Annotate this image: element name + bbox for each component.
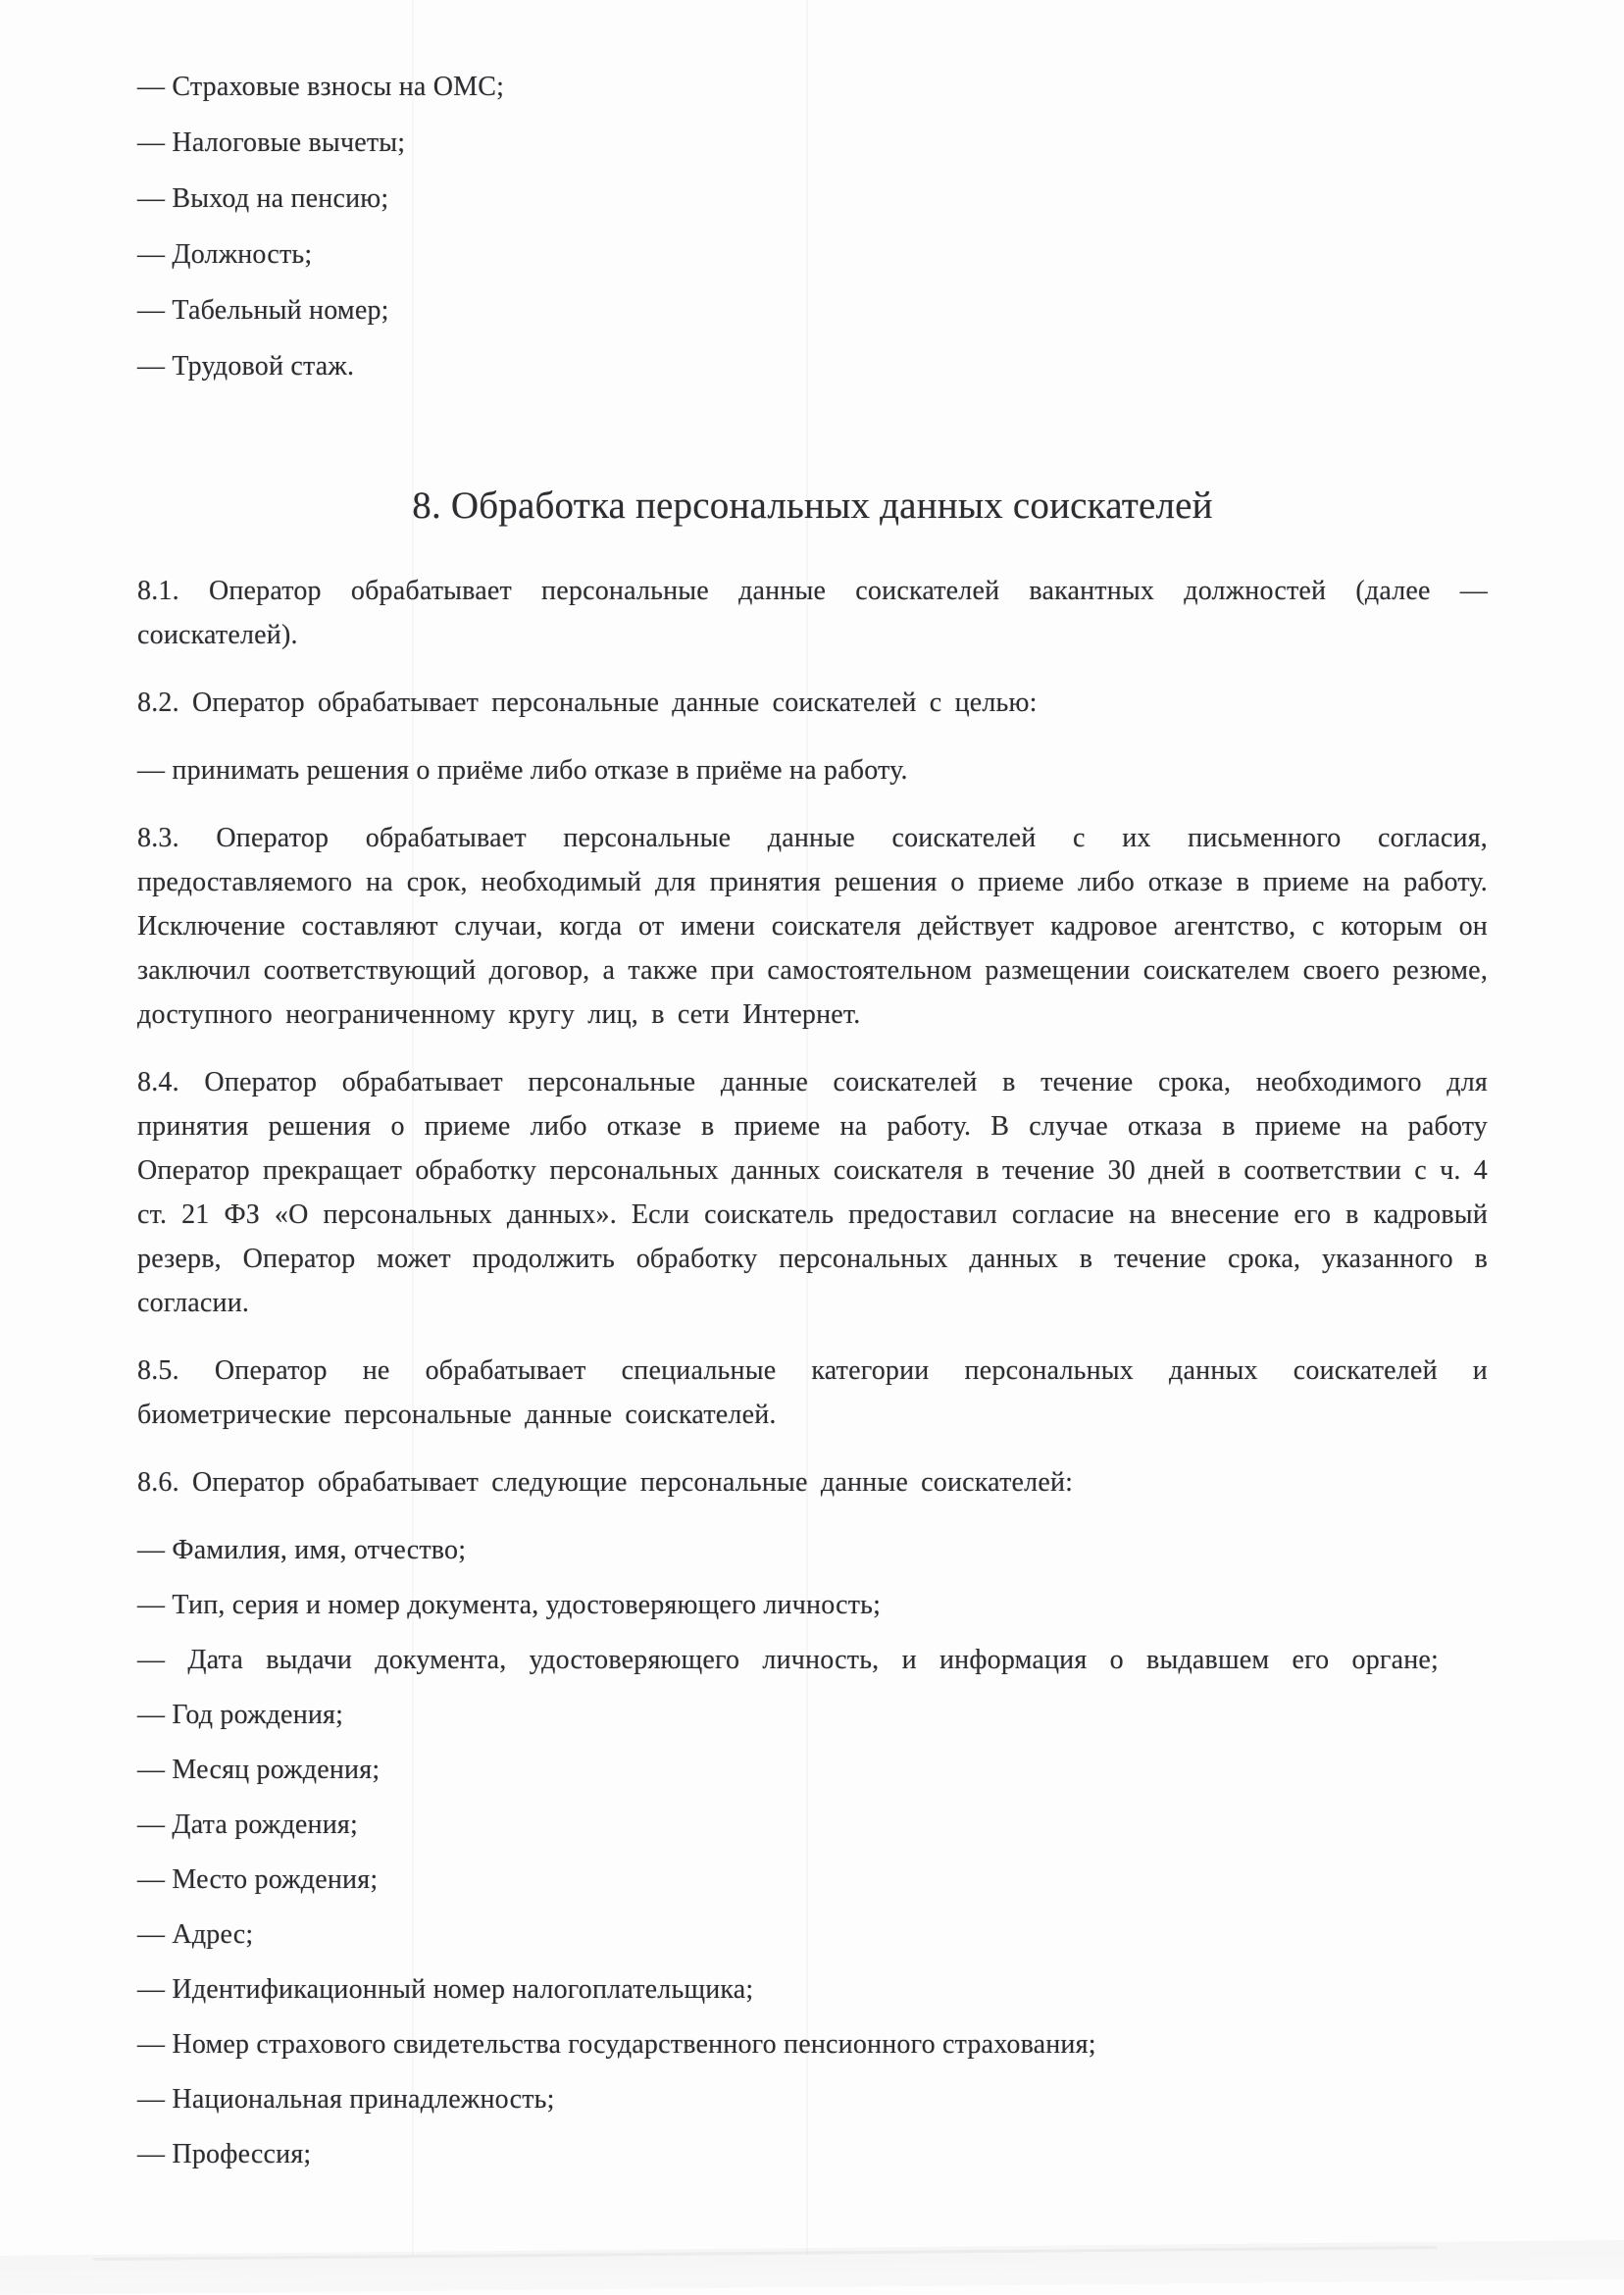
list-item: — Место рождения; — [137, 1864, 379, 1895]
list-item: — Должность; — [137, 239, 313, 270]
list-item: — Налоговые вычеты; — [137, 128, 406, 158]
clause-8-6: 8.6. Оператор обрабатывает следующие персональные данные соискателей: — [137, 1467, 1074, 1498]
list-item: — Фамилия, имя, отчество; — [137, 1535, 467, 1565]
list-item: — Месяц рождения; — [137, 1755, 381, 1785]
clause-8-4: 8.4. Оператор обрабатывает персональные данные соискателей в течение срока, необходимого для принятия решения о приеме либо отказе в приеме на работу. В случае отказа в приеме на работу Оператор прекращает обработку персональных данных соискателя в течение 30 дней в соответствии с ч. 4 ст. 21 ФЗ «О персональных данных». Если соискатель предоставил согласие на внесение его в кадровый резерв, Оператор может продолжить обработку персональных данных в течение срока, указанного в согласии. — [137, 1067, 1488, 1318]
list-item: — Дата выдачи документа, удостоверяющего личность, и информация о выдавшем его органе; — [137, 1645, 1439, 1675]
list-item: — Табельный номер; — [137, 295, 389, 326]
list-item: — Тип, серия и номер документа, удостоверяющего личность; — [137, 1590, 882, 1620]
list-item: — Год рождения; — [137, 1700, 344, 1730]
list-item: — Адрес; — [137, 1919, 254, 1950]
clause-8-3: 8.3. Оператор обрабатывает персональные данные соискателей с их письменного согласия, предоставляемого на срок, необходимый для принятия решения о приеме либо отказе в приеме на работу. Исключение составляют случаи, когда от имени соискателя действует кадровое агентство, с которым он заключил соответствующий договор, а также при самостоятельном размещении соискателем своего резюме, доступного неограниченному кругу лиц, в сети Интернет. — [137, 823, 1489, 1030]
list-item: — Дата рождения; — [137, 1810, 358, 1840]
list-item: — Выход на пенсию; — [137, 183, 389, 214]
list-item: — Национальная принадлежность; — [137, 2084, 555, 2115]
clause-8-2-item: — принимать решения о приёме либо отказе в приёме на работу. — [137, 755, 908, 786]
list-item: — Страховые взносы на ОМС; — [137, 72, 505, 102]
clause-8-1: 8.1. Оператор обрабатывает персональные данные соискателей вакантных должностей (далее — соискателей). — [137, 576, 1488, 650]
section-heading: 8. Обработка персональных данных соискателей — [412, 484, 1213, 527]
list-item: — Профессия; — [137, 2139, 312, 2169]
applicant-data-list — [137, 1528, 1488, 2176]
list-item: — Номер страхового свидетельства государственного пенсионного страхования; — [137, 2029, 1096, 2060]
document-content — [137, 65, 1488, 2187]
employee-data-list-tail — [137, 65, 1488, 388]
clause-8-2: 8.2. Оператор обрабатывает персональные данные соискателей с целью: — [137, 688, 1038, 718]
list-item: — Трудовой стаж. — [137, 351, 355, 382]
list-item: — Идентификационный номер налогоплательщика; — [137, 1974, 754, 2005]
clause-8-5: 8.5. Оператор не обрабатывает специальные категории персональных данных соискателей и биометрические персональные данные соискателей. — [137, 1355, 1488, 1430]
